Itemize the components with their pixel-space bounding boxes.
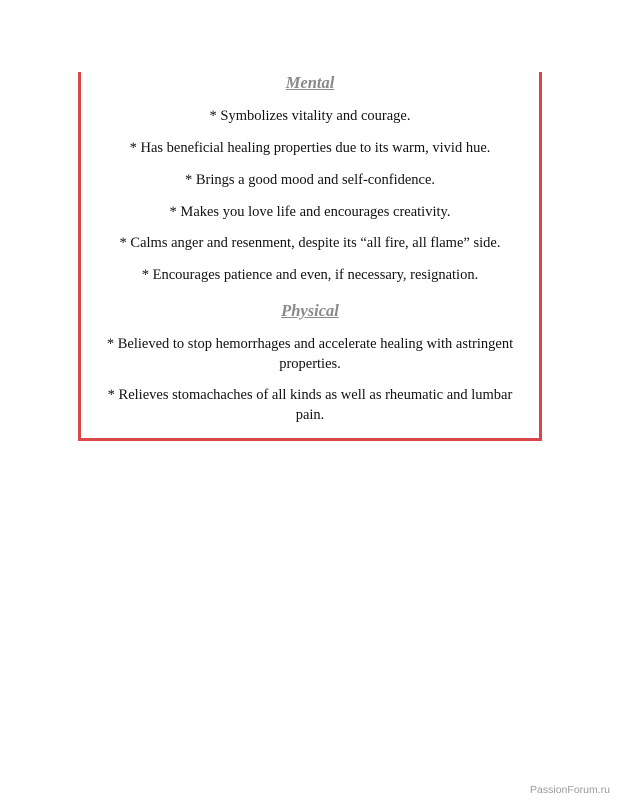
physical-item-1: * Believed to stop hemorrhages and accelerate healing with astringent properties.: [106, 336, 514, 372]
mental-item-1: * Symbolizes vitality and courage.: [209, 108, 411, 124]
mental-item-6: * Encourages patience and even, if necessary, resignation.: [141, 267, 479, 283]
bordered-content-box: [78, 72, 542, 441]
mental-heading: Mental: [285, 73, 335, 92]
physical-heading: Physical: [281, 301, 339, 320]
mental-item-3: * Brings a good mood and self-confidence.: [184, 172, 436, 188]
mental-item-4: * Makes you love life and encourages creativity.: [169, 204, 451, 220]
mental-item-5: * Calms anger and resenment, despite its “all fire, all flame” side.: [119, 235, 501, 251]
mental-item-2: * Has beneficial healing properties due to its warm, vivid hue.: [129, 140, 491, 156]
physical-item-2: * Relieves stomachaches of all kinds as well as rheumatic and lumbar pain.: [107, 387, 513, 423]
watermark-text: PassionForum.ru: [530, 784, 610, 796]
